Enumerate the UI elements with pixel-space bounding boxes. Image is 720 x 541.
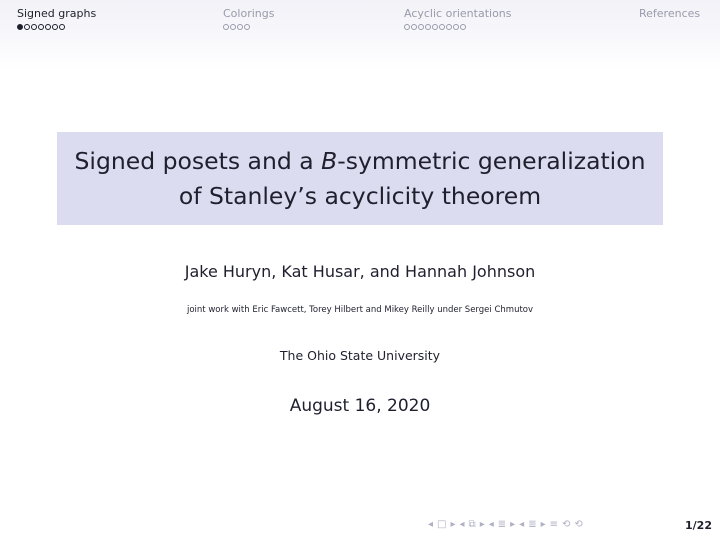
back-icon[interactable]: ⟲ — [574, 519, 583, 530]
beamer-navigation-symbols — [428, 519, 583, 530]
frame-dot[interactable] — [52, 24, 58, 30]
frame-dot[interactable] — [45, 24, 51, 30]
frame-icon[interactable]: □ — [437, 519, 447, 530]
nav-dots — [17, 22, 96, 31]
nav-section-references[interactable] — [639, 7, 700, 21]
prev-subsection-icon[interactable]: ◂ — [459, 519, 465, 530]
frame-dot[interactable] — [404, 24, 410, 30]
title-text: -symmetric generalization — [337, 146, 646, 175]
frame-dot[interactable] — [446, 24, 452, 30]
align-icon[interactable]: ≡ — [549, 519, 559, 530]
authors: Jake Huryn, Kat Husar, and Hannah Johnson — [184, 262, 536, 281]
frame-dot[interactable] — [237, 24, 243, 30]
date: August 16, 2020 — [289, 396, 431, 416]
frame-dot[interactable] — [24, 24, 30, 30]
frame-dot[interactable] — [230, 24, 236, 30]
title-line-2: of Stanley’s acyclicity theorem — [178, 181, 542, 210]
nav-section-label[interactable]: Colorings — [223, 7, 275, 20]
next-subsection-icon[interactable]: ▸ — [479, 519, 485, 530]
frame-dot[interactable] — [453, 24, 459, 30]
frame-dot[interactable] — [244, 24, 250, 30]
frame-dot[interactable] — [17, 24, 23, 30]
collaborators: joint work with Eric Fawcett, Torey Hilbert and Mikey Reilly under Sergei Chmutov — [186, 305, 534, 315]
frame-dot[interactable] — [418, 24, 424, 30]
prev-document-icon[interactable]: ◂ — [519, 519, 525, 530]
search-icon[interactable]: ⟲ — [562, 519, 571, 530]
first-frame-icon[interactable]: ◂ — [428, 519, 434, 530]
next-frame-icon[interactable]: ▸ — [450, 519, 456, 530]
frame-dot[interactable] — [460, 24, 466, 30]
next-document-icon[interactable]: ▸ — [540, 519, 546, 530]
nav-dots — [223, 22, 274, 31]
title-text: Signed posets and a — [74, 146, 322, 175]
prev-section-icon[interactable]: ◂ — [488, 519, 494, 530]
title-line-1 — [75, 144, 646, 179]
nav-section-label[interactable]: Acyclic orientations — [404, 7, 512, 20]
section-icon[interactable]: ≣ — [497, 519, 507, 530]
nav-dots — [404, 22, 512, 31]
subsection-icon[interactable]: ⧉ — [468, 519, 476, 530]
frame-dot[interactable] — [425, 24, 431, 30]
frame-dot[interactable] — [31, 24, 37, 30]
frame-dot[interactable] — [432, 24, 438, 30]
document-icon[interactable]: ≣ — [528, 519, 537, 530]
title-box — [57, 132, 663, 225]
nav-section-label[interactable]: Signed graphs — [17, 7, 97, 20]
nav-section-acyclic-orientations[interactable] — [404, 7, 512, 31]
headline-bar — [0, 0, 720, 70]
frame-dot[interactable] — [223, 24, 229, 30]
frame-dot[interactable] — [38, 24, 44, 30]
page-number: 1/22 — [685, 519, 712, 532]
frame-dot[interactable] — [59, 24, 65, 30]
frame-dot[interactable] — [411, 24, 417, 30]
nav-section-label[interactable]: References — [639, 7, 701, 20]
institute: The Ohio State University — [279, 348, 441, 363]
frame-dot[interactable] — [439, 24, 445, 30]
nav-section-colorings[interactable] — [223, 7, 274, 31]
title-symbol-b: B — [321, 146, 338, 175]
next-section-icon[interactable]: ▸ — [510, 519, 516, 530]
nav-section-signed-graphs[interactable] — [17, 7, 96, 31]
